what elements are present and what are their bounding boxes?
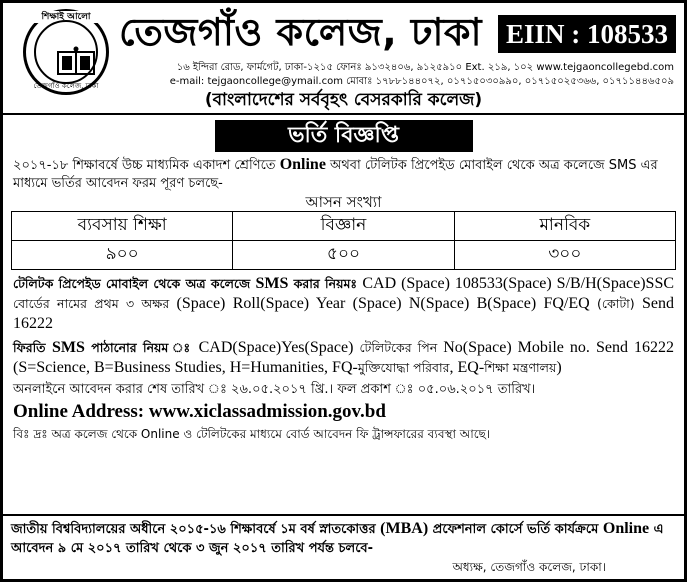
sms-rule-label: টেলিটক প্রিপেইড মোবাইল থেকে অত্র কলেজে — [13, 276, 256, 291]
seat-header-humanities: মানবিক — [454, 212, 675, 241]
seat-count-title: আসন সংখ্যা — [305, 193, 382, 211]
mba-text-part3: এ আবেদন ৯ মে ২০১৭ তারিখ থেকে ৩ জুন ২০১৭ তারিখ পর্যন্ত চলবে- — [11, 522, 664, 556]
seat-value-science: ৫০০ — [233, 241, 454, 270]
sms-rule-part4: (কোটা) — [597, 296, 635, 311]
sms-rule-part5: Send 16222 — [13, 295, 674, 332]
mba-label: (MBA) — [380, 520, 429, 537]
return-sms-rule-paragraph — [3, 334, 684, 378]
return-rule-part7: ) — [556, 359, 562, 376]
seat-table-header-row — [12, 212, 676, 241]
mba-text — [11, 519, 676, 558]
return-rule-label-sms: SMS — [51, 339, 85, 356]
online-address: Online Address: www.xiclassadmission.gov.bd — [13, 401, 386, 422]
sms-rule-label-sms: SMS — [255, 275, 289, 292]
sms-rule-paragraph — [3, 270, 684, 334]
notice-header — [3, 3, 684, 115]
intro-online: Online — [279, 156, 326, 173]
principal-signature: অধ্যক্ষ, তেজগাঁও কলেজ, ঢাকা। — [452, 560, 606, 574]
return-rule-part2: টেলিটকের পিন — [359, 340, 438, 355]
seat-table — [11, 211, 676, 270]
logo-college-name: তেজগাঁও কলেজ, ঢাকা — [33, 82, 99, 90]
mba-text-part1: জাতীয় বিশ্ববিদ্যালয়ের অধীনে ২০১৫-১৬ শিক্ষাবর্ষে ১ম বর্ষ স্নাতকোত্তর — [11, 522, 381, 537]
logo-emblem — [34, 20, 98, 84]
mba-text-part2: প্রফেশনাল কোর্সে ভর্তি কার্যক্রমে — [428, 522, 603, 537]
intro-text-end: অথবা টেলিটক প্রিপেইড মোবাইল থেকে অত্র কলেজে SMS এর মাধ্যমে ভর্তির আবেদন ফরম পূরণ চলছে- — [13, 158, 658, 191]
sms-rule-part3: (Space) Roll(Space) Year (Space) N(Space) B(Space) FQ/EQ — [169, 295, 598, 312]
college-slogan: (বাংলাদেশের সর্ববৃহৎ বেসরকারি কলেজ) — [204, 90, 483, 110]
return-rule-part3: No(Space) Mobile no. Send 16222 (S=Science, B=Business Studies, H=Humanities, FQ- — [13, 339, 674, 376]
seat-value-business: ৯০০ — [12, 241, 233, 270]
sms-rule-part1: CAD (Space) 108533(Space) S/B/H(Space)SSC — [362, 275, 675, 292]
return-rule-part5: , EQ- — [449, 359, 485, 376]
college-logo — [23, 9, 109, 95]
contact-email-mobile: e-mail: tejgaoncollege@ymail.com মোবাঃ ১৭৮৮১৪৪০৭২, ০১৭১৫০৩০৯৯০, ০১৭১৫০২৫৩৬৬, ০১৭১১৪৪৬৫০৯ — [169, 76, 674, 87]
seat-value-humanities: ৩০০ — [454, 241, 675, 270]
return-rule-part6: শিক্ষা মন্ত্রণালয় — [484, 360, 557, 375]
intro-paragraph — [3, 152, 684, 193]
intro-text: ২০১৭-১৮ শিক্ষাবর্ষে উচ্চ মাধ্যমিক একাদশ শ্রেণিতে — [13, 158, 280, 173]
return-rule-label-end: পাঠানোর নিয়ম ঃ — [84, 340, 199, 355]
return-rule-part1: CAD(Space)Yes(Space) — [198, 339, 360, 356]
seat-header-business: ব্যবসায় শিক্ষা — [12, 212, 233, 241]
eiin-badge: EIIN : 108533 — [498, 15, 676, 53]
sms-rule-label-end: করার নিয়মঃ — [288, 276, 363, 291]
return-rule-part4: মুক্তিযোদ্ধা পরিবার — [357, 360, 450, 375]
deadline-line: অনলাইনে আবেদন করার শেষ তারিখ ঃ ২৬.০৫.২০১৭ খ্রি.। ফল প্রকাশ ঃ ০৫.০৬.২০১৭ তারিখ। — [13, 382, 536, 397]
sms-rule-part2: বোর্ডের নামের প্রথম ৩ অক্ষর — [13, 296, 170, 311]
seat-table-value-row — [12, 241, 676, 270]
seat-header-science: বিজ্ঞান — [233, 212, 454, 241]
book-emblem-icon — [56, 46, 96, 78]
college-name: তেজগাঁও কলেজ, ঢাকা — [119, 10, 483, 54]
contact-address: ১৬ ইন্দিরা রোড, ফার্মগেট, ঢাকা-১২১৫ ফোনঃ ৯১৩২৪০৬, ৯১২৫৯১০ Ext. ২১৯, ১০২ www.tejgaoncollegebd.com — [176, 62, 674, 73]
logo-motto: শিক্ষাই আলো — [26, 11, 106, 23]
notice-title-banner: ভর্তি বিজ্ঞপ্তি — [215, 120, 473, 152]
mba-notice — [3, 514, 684, 579]
mba-online: Online — [602, 520, 650, 537]
note-line: বিঃ দ্রঃ অত্র কলেজ থেকে Online ও টেলিটকের মাধ্যমে বোর্ড আবেদন ফি ট্রান্সফারের ব্যবস্থা আছে। — [13, 427, 491, 441]
return-rule-label: ফিরতি — [13, 340, 52, 355]
